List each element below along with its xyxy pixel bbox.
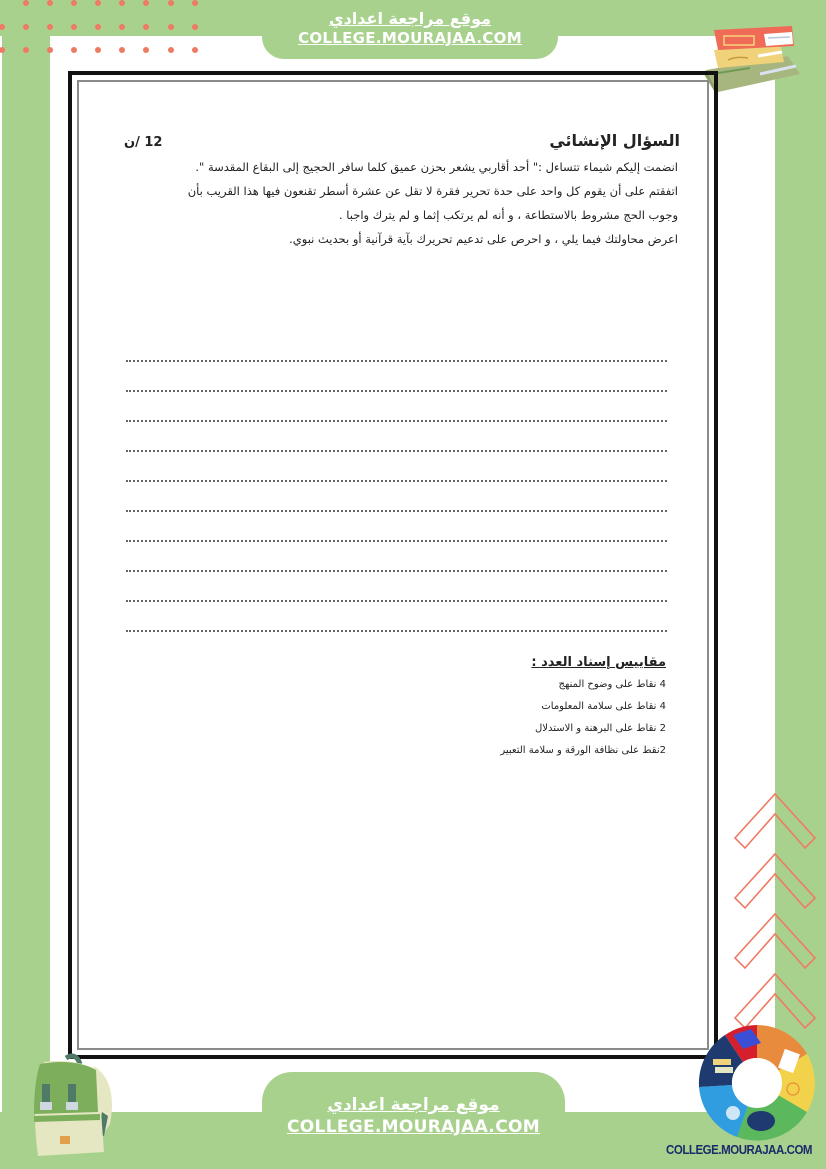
rubric-item: 4 نقاط على سلامة المعلومات [541, 701, 666, 712]
rubric-title: مقاييس إسناد العدد : [531, 655, 666, 670]
site-url-link[interactable]: COLLEGE.MOURAJAA.COM [287, 1117, 540, 1137]
chevron-up-decoration-icon [733, 790, 819, 1030]
answer-line[interactable] [126, 572, 667, 602]
header-site-banner[interactable] [262, 0, 558, 59]
question-line: وجوب الحج مشروط بالاستطاعة ، و أنه لم يرتكب إثما و لم يترك واجبا . [338, 208, 678, 222]
grading-rubric [480, 652, 680, 762]
site-name-arabic: موقع مراجعة اعدادي [328, 9, 492, 28]
answer-lines[interactable] [126, 332, 667, 632]
exam-page [110, 125, 680, 251]
answer-line[interactable] [126, 512, 667, 542]
answer-line[interactable] [126, 542, 667, 572]
question-line: انضمت إليكم شيماء تتساءل :" أحد أقاربي يشعر بحزن عميق كلما سافر الحجيج إلى البقاع المقدسة ". [195, 160, 678, 174]
answer-line[interactable] [126, 362, 667, 392]
rubric-item: 2 نقاط على البرهنة و الاستدلال [535, 723, 666, 734]
question-score: 12 /ن [124, 135, 163, 150]
question-title: السؤال الإنشائي [549, 131, 680, 150]
question-line: اتفقتم على أن يقوم كل واحد على حدة تحرير فقرة لا تقل عن عشرة أسطر تقنعون فيها هذا القريب بأن [187, 184, 678, 198]
answer-line[interactable] [126, 602, 667, 632]
answer-line[interactable] [126, 452, 667, 482]
rubric-item: 4 نقاط على وضوح المنهج [558, 679, 666, 690]
answer-line[interactable] [126, 332, 667, 362]
site-url-link[interactable]: COLLEGE.MOURAJAA.COM [298, 29, 522, 47]
answer-line[interactable] [126, 422, 667, 452]
footer-site-banner[interactable] [262, 1072, 565, 1169]
site-name-arabic: موقع مراجعة اعدادي [327, 1095, 500, 1115]
site-logo-ring-icon [696, 1022, 818, 1144]
logo-site-url[interactable]: COLLEGE.MOURAJAA.COM [666, 1143, 813, 1157]
question-line: اعرض محاولتك فيما يلي ، و احرص على تدعيم تحريرك بآية قرآنية أو بحديث نبوي. [289, 232, 678, 246]
backpack-icon [14, 1052, 114, 1158]
answer-line[interactable] [126, 482, 667, 512]
rubric-item: 2نقط على نظافة الورقة و سلامة التعبير [500, 745, 666, 756]
decorative-dot-grid [0, 0, 210, 60]
answer-line[interactable] [126, 392, 667, 422]
frame-band-left [2, 0, 50, 1169]
